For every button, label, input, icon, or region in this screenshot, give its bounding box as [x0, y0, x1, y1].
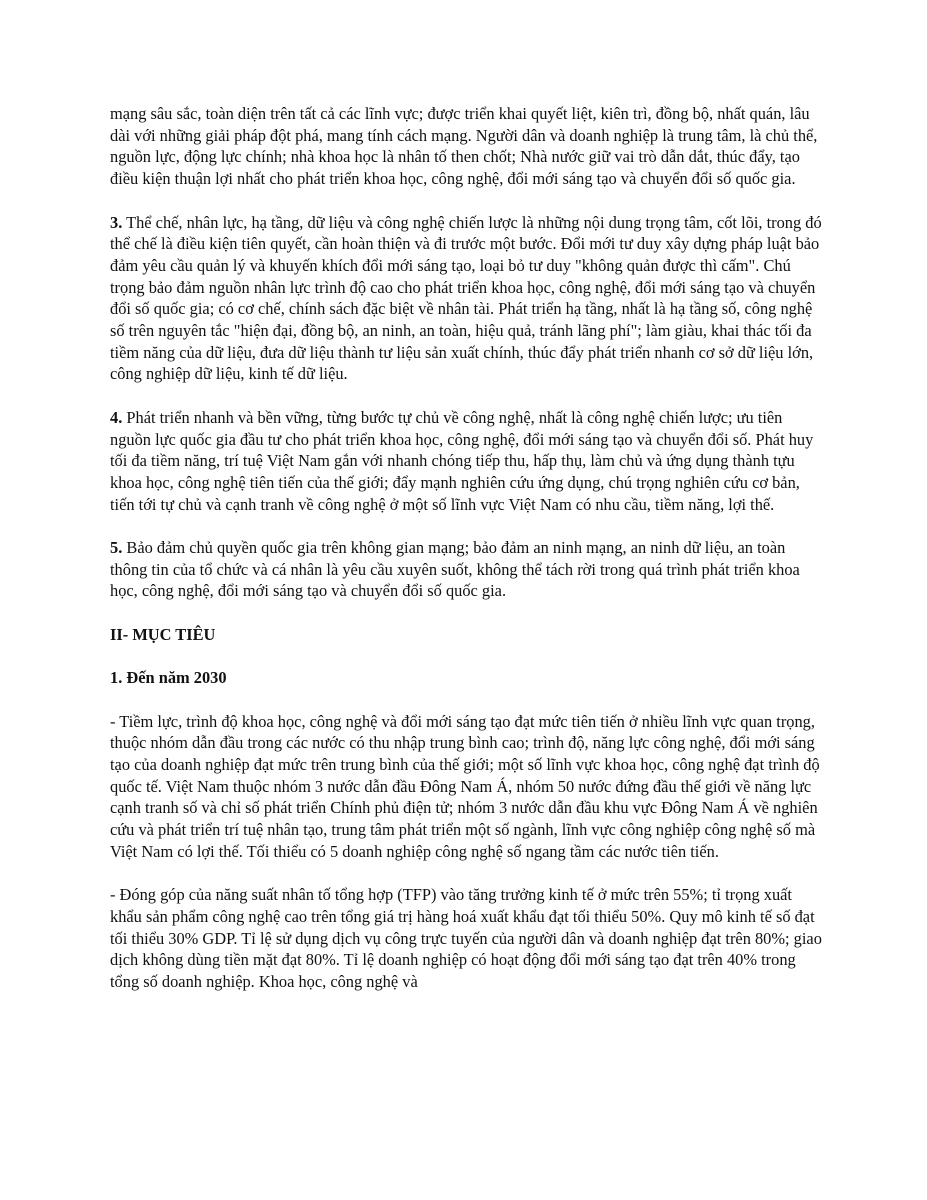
principle-3-number: 3.: [110, 212, 123, 232]
intro-paragraph: mạng sâu sắc, toàn diện trên tất cả các lĩnh vực; được triển khai quyết liệt, kiên trì, đồng bộ, nhất quán, lâu dài với những giải pháp đột phá, mang tính cách mạng. Người dân và doanh nghiệp là trung tâm, là chủ thể, nguồn lực, động lực chính; nhà khoa học là nhân tố then chốt; Nhà nước giữ vai trò dẫn dắt, thúc đẩy, tạo điều kiện thuận lợi nhất cho phát triển khoa học, công nghệ, đổi mới sáng tạo và chuyển đổi số quốc gia.: [110, 104, 818, 189]
principle-5-number: 5.: [110, 538, 123, 558]
principle-4-number: 4.: [110, 407, 123, 427]
principle-3-paragraph: [110, 212, 822, 386]
principle-5-paragraph: [110, 537, 822, 602]
principle-4-paragraph: [110, 407, 822, 516]
principle-4-text: Phát triển nhanh và bền vững, từng bước tự chủ về công nghệ, nhất là công nghệ chiến lược; ưu tiên nguồn lực quốc gia đầu tư cho phát triển khoa học, công nghệ, đổi mới sáng tạo và chuyển đổi số. Phát huy tối đa tiềm năng, trí tuệ Việt Nam gắn với nhanh chóng tiếp thu, hấp thụ, làm chủ và ứng dụng thành tựu khoa học, công nghệ tiên tiến của thế giới; đẩy mạnh nghiên cứu ứng dụng, chú trọng nghiên cứu cơ bản, tiến tới tự chủ và cạnh tranh về công nghệ ở một số lĩnh vực Việt Nam có nhu cầu, tiềm năng, lợi thế.: [110, 407, 814, 514]
principle-3-text: Thể chế, nhân lực, hạ tầng, dữ liệu và công nghệ chiến lược là những nội dung trọng tâm, cốt lõi, trong đó thể chế là điều kiện tiên quyết, cần hoàn thiện và đi trước một bước. Đổi mới tư duy xây dựng pháp luật bảo đảm yêu cầu quản lý và khuyến khích đổi mới sáng tạo, loại bỏ tư duy "không quản được thì cấm". Chú trọng bảo đảm nguồn nhân lực trình độ cao cho phát triển khoa học, công nghệ, đổi mới sáng tạo và chuyển đổi số quốc gia; có cơ chế, chính sách đặc biệt về nhân tài. Phát triển hạ tầng, nhất là hạ tầng số, công nghệ số trên nguyên tắc "hiện đại, đồng bộ, an ninh, an toàn, hiệu quả, tránh lãng phí"; làm giàu, khai thác tối đa tiềm năng của dữ liệu, đưa dữ liệu thành tư liệu sản xuất chính, thúc đẩy phát triển nhanh cơ sở dữ liệu lớn, công nghiệp dữ liệu, kinh tế dữ liệu.: [110, 212, 822, 384]
goal-bullet-2: - Đóng góp của năng suất nhân tố tổng hợp (TFP) vào tăng trưởng kinh tế ở mức trên 55%; tỉ trọng xuất khẩu sản phẩm công nghệ cao trên tổng giá trị hàng hoá xuất khẩu đạt tối thiểu 50%. Quy mô kinh tế số đạt tối thiểu 30% GDP. Tỉ lệ sử dụng dịch vụ công trực tuyến của người dân và doanh nghiệp đạt trên 80%; giao dịch không dùng tiền mặt đạt 80%. Tỉ lệ doanh nghiệp có hoạt động đổi mới sáng tạo đạt trên 40% trong tổng số doanh nghiệp. Khoa học, công nghệ và: [110, 885, 822, 992]
goal-bullet-1: - Tiềm lực, trình độ khoa học, công nghệ và đổi mới sáng tạo đạt mức tiên tiến ở nhiều lĩnh vực quan trọng, thuộc nhóm dẫn đầu trong các nước có thu nhập trung bình cao; trình độ, năng lực công nghệ, đổi mới sáng tạo của doanh nghiệp đạt mức trên trung bình của thế giới; một số lĩnh vực khoa học, công nghệ đạt trình độ quốc tế. Việt Nam thuộc nhóm 3 nước dẫn đầu Đông Nam Á, nhóm 50 nước đứng đầu thế giới về năng lực cạnh tranh số và chỉ số phát triển Chính phủ điện tử; nhóm 3 nước dẫn đầu khu vực Đông Nam Á về nghiên cứu và phát triển trí tuệ nhân tạo, trung tâm phát triển một số ngành, lĩnh vực công nghiệp công nghệ số mà Việt Nam có lợi thế. Tối thiểu có 5 doanh nghiệp công nghệ số ngang tầm các nước tiên tiến.: [110, 711, 820, 861]
document-page: [110, 103, 822, 1014]
principle-5-text: Bảo đảm chủ quyền quốc gia trên không gian mạng; bảo đảm an ninh mạng, an ninh dữ liệu, an toàn thông tin của tổ chức và cá nhân là yêu cầu xuyên suốt, không thể tách rời trong quá trình phát triển khoa học, công nghệ, đổi mới sáng tạo và chuyển đổi số quốc gia.: [110, 538, 800, 601]
section-heading: II- MỤC TIÊU: [110, 624, 216, 644]
subsection-heading: 1. Đến năm 2030: [110, 668, 227, 688]
